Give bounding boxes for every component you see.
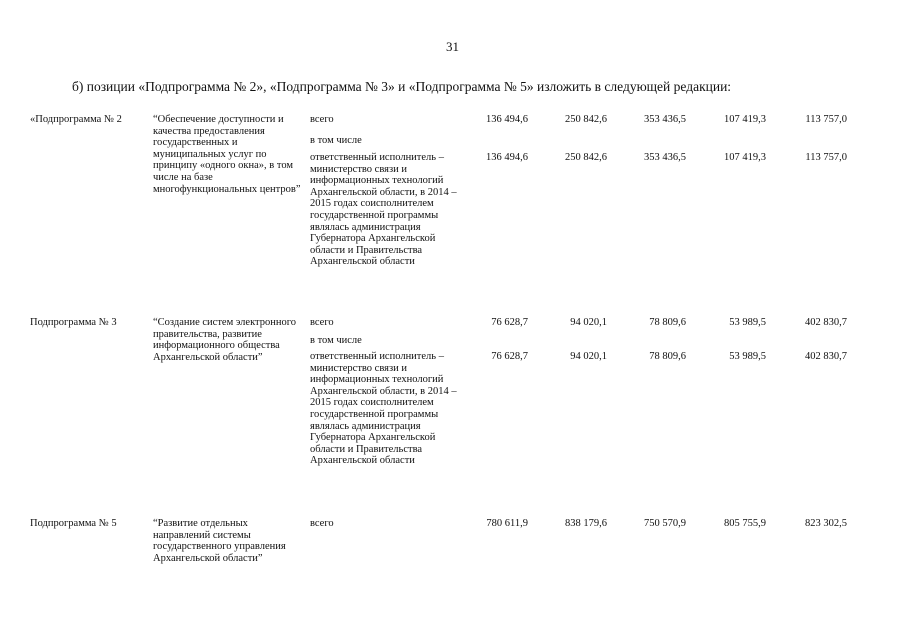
total-value: 838 179,6 [565,518,607,529]
subprogram-name: Подпрограмма № 5 [30,518,117,529]
total-value: 94 020,1 [570,317,607,328]
executor-value: 136 494,6 [486,152,528,163]
subprogram-title: “Создание систем электронного правительства, развитие информационного общества Архангельской области” [153,317,297,363]
total-value: 78 809,6 [649,317,686,328]
total-value: 107 419,3 [724,114,766,125]
executor-value: 113 757,0 [805,152,847,163]
executor-value: 94 020,1 [570,351,607,362]
executor-value: 78 809,6 [649,351,686,362]
total-label: всего [310,114,334,125]
executor-value: 402 830,7 [805,351,847,362]
executor-value: 250 842,6 [565,152,607,163]
including-label: в том числе [310,135,362,146]
page-number: 31 [446,39,459,54]
executor-value: 53 989,5 [729,351,766,362]
total-value: 402 830,7 [805,317,847,328]
executor-value: 76 628,7 [491,351,528,362]
subprogram-title: “Обеспечение доступности и качества предоставления государственных и муниципальных услуг по принципу «одного окна», в том числе на базе многофункциональных центров” [153,114,301,195]
subprogram-name: «Подпрограмма № 2 [30,114,122,125]
total-value: 53 989,5 [729,317,766,328]
total-label: всего [310,518,334,529]
including-label: в том числе [310,335,362,346]
total-value: 780 611,9 [486,518,528,529]
subprogram-title: “Развитие отдельных направлений системы государственного управления Архангельской области” [153,518,286,564]
executor-description: ответственный исполнитель – министерство связи и информационных технологий Архангельской области, в 2014 – 2015 годах соисполнителем государственной программы являлась администрация Губернатора Архангельской области и Правительства Архангельской области [310,152,457,268]
executor-description: ответственный исполнитель – министерство связи и информационных технологий Архангельской области, в 2014 – 2015 годах соисполнителем государственной программы являлась администрация Губернатора Архангельской области и Правительства Архангельской области [310,351,457,467]
total-value: 353 436,5 [644,114,686,125]
total-value: 750 570,9 [644,518,686,529]
executor-value: 353 436,5 [644,152,686,163]
total-value: 136 494,6 [486,114,528,125]
total-value: 805 755,9 [724,518,766,529]
instruction-text: б) позиции «Подпрограмма № 2», «Подпрограмма № 3» и «Подпрограмма № 5» изложить в следующей редакции: [72,79,732,94]
subprogram-name: Подпрограмма № 3 [30,317,117,328]
total-label: всего [310,317,334,328]
total-value: 76 628,7 [491,317,528,328]
executor-value: 107 419,3 [724,152,766,163]
total-value: 250 842,6 [565,114,607,125]
total-value: 113 757,0 [805,114,847,125]
total-value: 823 302,5 [805,518,847,529]
